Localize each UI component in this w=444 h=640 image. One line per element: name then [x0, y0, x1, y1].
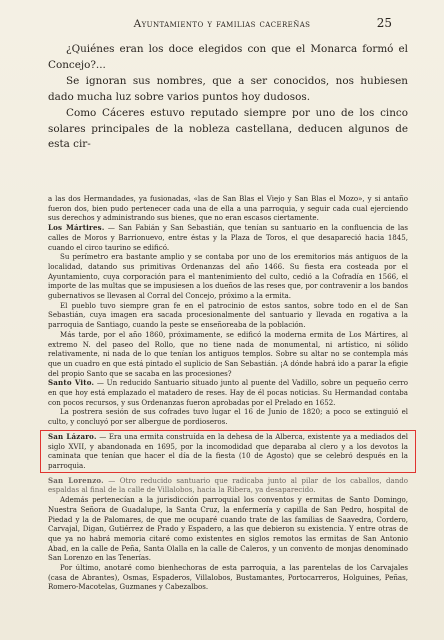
footnote-paragraph: La postrera sesión de sus cofrades tuvo lugar el 16 de Junio de 1820; a poco se extinguió el culto, y concluyó por ser albergue de pordioseros.: [48, 407, 408, 427]
footnote-paragraph: [48, 223, 408, 252]
footnote-block: [48, 194, 408, 592]
highlighted-entry-box: [40, 430, 416, 473]
main-paragraph: ¿Quiénes eran los doce elegidos con que el Monarca formó el Concejo?...: [48, 43, 408, 71]
footnote-paragraph: [48, 476, 408, 495]
entry-body: — Era una ermita construída en la dehesa de la Alberca, existente ya a mediados del siglo XVII, y abandonada en 1695, por la incomodidad que deparaba al clero y a los devotos la caminata que tenían que hacer el día de la fiesta (10 de Agosto) que se celebró después en la parroquia.: [48, 431, 408, 470]
footnote-paragraph: Además pertenecían a la jurisdicción parroquial los conventos y ermitas de Santo Domingo, Nuestra Señora de Guadalupe, la Santa Cruz, la enfermería y capilla de San Pedro, hospital de Piedad y la de Palomares, de que me ocuparé cuando trate de las familias de Saavedra, Cordero, Carvajal, Digan, Gutiérrez de Prado y Espadero, a las que debieron su existencia. Y entre otras de que ya no habrá memoria citaré como existentes en siglos remotos las ermitas de San Antonio Abad, en la calle de Peña, Santa Olalla en la calle de Caleros, y un convento de monjas denominado San Lorenzo en las Tenerías.: [48, 495, 408, 563]
entry-body: — Un reducido Santuario situado junto al puente del Vadillo, sobre un pequeño cerro en que hoy está emplazado el matadero de reses. Hay de él pocas noticias. Su Hermandad contaba con pocos recursos, y sus Ordenanzas fueron aprobadas por el Prelado en 1652.: [48, 378, 408, 407]
page-number: 25: [376, 16, 392, 30]
footnote-paragraph: Su perímetro era bastante amplio y se contaba por uno de los eremitorios más antiguos de la localidad, datando sus primitivas Ordenanzas del año 1466. Su fiesta era costeada por el Ayuntamiento, cuya corporación para el mantenimiento del culto, cedió a la Cofradía en 1566, el importe de las multas que se impusiesen a los dueños de las reses que, por contravenir a los bandos gubernativos se llevasen al Corral del Concejo, próximo a la ermita.: [48, 252, 408, 301]
footnote-paragraph: [48, 432, 408, 471]
footnote-paragraph: Más tarde, por el año 1860, próximamente, se edificó la moderna ermita de Los Mártires, al extremo N. del paseo del Rollo, que no tiene nada de monumental, ni artístico, ni sólido relativamente, ni nada de lo que tenían los antiguos templos. Sobre su altar no se contempla más que un cuadro en que está pintado el suplicio de San Sebastián. ¡A dónde habrá ido a parar la efigie del propio Santo que se sacaba en las procesiones?: [48, 329, 408, 378]
main-paragraph: Como Cáceres estuvo reputado siempre por uno de los cinco solares principales de la nobleza castellana, deducen algunos de esta cir-: [48, 106, 408, 151]
main-body-text: [48, 42, 408, 153]
footnote-paragraph: [48, 378, 408, 407]
running-title: Ayuntamiento y familias cacereñas: [133, 18, 311, 30]
entry-body: — Otro reducido santuario que radicaba junto al pilar de los caballos, dando espaldas al final de la calle de Villalobos, hacia la Ribera, ya desaparecido.: [48, 475, 409, 495]
entry-heading: San Lorenzo.: [48, 475, 104, 485]
entry-body: — San Fabián y San Sebastián, que tenían su santuario en la confluencia de las calles de Moros y Barrionuevo, entre éstas y la Plaza de Toros, el que desapareció hacia 1845, cuando el circo taurino se edificó.: [48, 223, 408, 252]
footnote-paragraph: El pueblo tuvo siempre gran fe en el patrocinio de estos santos, sobre todo en el de San Sebastián, cuya imagen era sacada procesionalmente del santuario y llevada en rogativa a la parroquia de Santiago, cuando la peste se enseñoreaba de la población.: [48, 300, 408, 330]
footnote-paragraph: a las dos Hermandades, ya fusionadas, «las de San Blas el Viejo y San Blas el Mozo», y si antaño fueron dos, bien pudo pertenecer cada una de ella a una parroquia, y seguir cada cual ejerciendo sus derechos y administrando sus bienes, que no eran escasos ciertamente.: [48, 194, 408, 223]
running-header: [0, 16, 444, 36]
entry-heading: San Lázaro.: [48, 431, 97, 441]
entry-heading: Los Mártires.: [48, 223, 105, 233]
entry-heading: Santo Vito.: [48, 378, 95, 388]
main-paragraph: Se ignoran sus nombres, que a ser conocidos, nos hubiesen dado mucha luz sobre varios puntos hoy dudosos.: [48, 74, 408, 103]
footnote-paragraph: Por último, anotaré como bienhechoras de esta parroquia, a las parentelas de los Carvajales (casa de Abrantes), Osmas, Espaderos, Villalobos, Bustamantes, Portocarreros, Holguines, Peñas, Romero-Macotelas, Guzmanes y Cabezalbos.: [48, 563, 408, 592]
